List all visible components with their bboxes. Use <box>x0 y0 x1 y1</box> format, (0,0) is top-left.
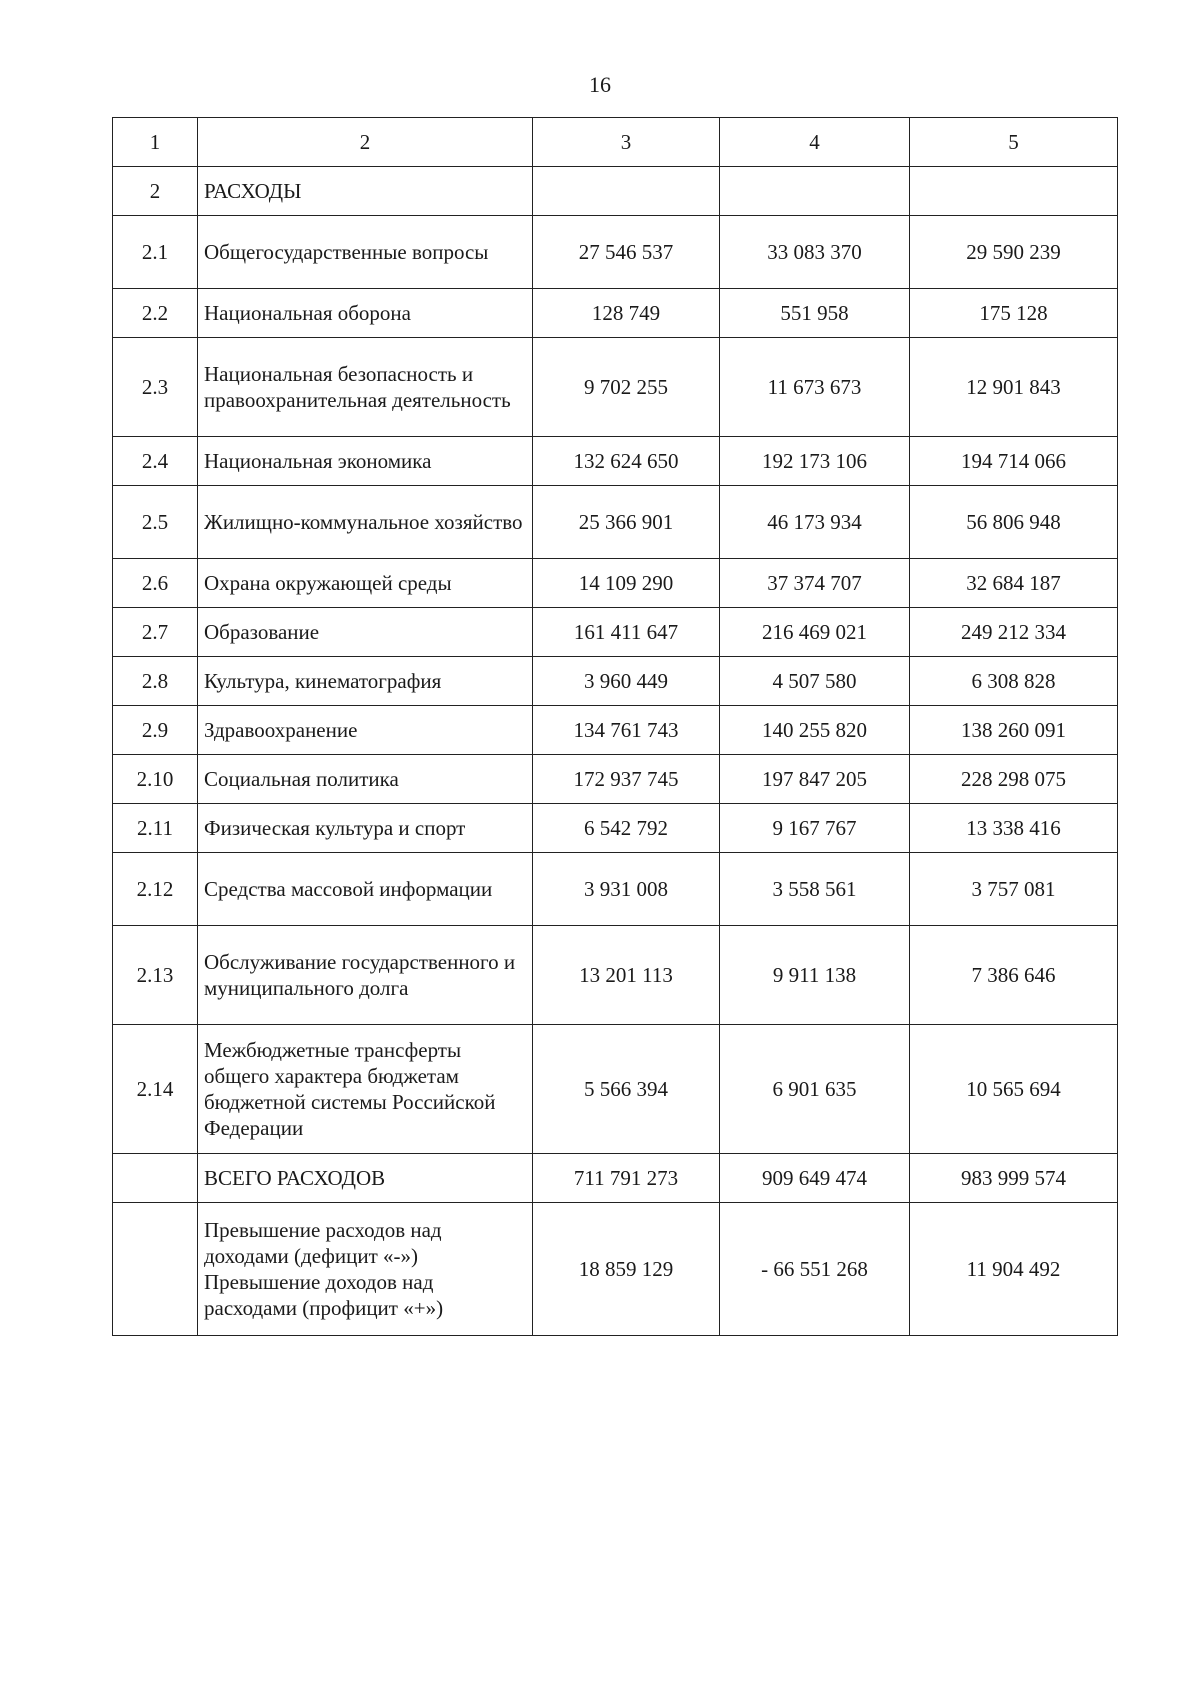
table-row <box>113 804 1118 853</box>
balance-col3: 18 859 129 <box>533 1203 720 1336</box>
row-number: 2.6 <box>113 559 198 608</box>
column-header-3: 3 <box>533 118 720 167</box>
section-number: 2 <box>113 167 198 216</box>
empty-cell <box>720 167 910 216</box>
balance-col5: 11 904 492 <box>910 1203 1118 1336</box>
value-col5: 175 128 <box>910 289 1118 338</box>
total-row <box>113 1154 1118 1203</box>
table-row <box>113 559 1118 608</box>
table-row <box>113 926 1118 1025</box>
value-col5: 249 212 334 <box>910 608 1118 657</box>
row-number: 2.4 <box>113 437 198 486</box>
row-name: Обслуживание государственного и муниципального долга <box>198 926 533 1025</box>
table-row <box>113 1025 1118 1154</box>
value-col3: 132 624 650 <box>533 437 720 486</box>
row-number: 2.3 <box>113 338 198 437</box>
row-number: 2.9 <box>113 706 198 755</box>
table-row <box>113 486 1118 559</box>
page-number: 16 <box>589 72 611 97</box>
row-name: Образование <box>198 608 533 657</box>
value-col4: 37 374 707 <box>720 559 910 608</box>
empty-cell <box>910 167 1118 216</box>
balance-label: Превышение расходов над доходами (дефицит «-») Превышение доходов над расходами (профицит «+») <box>198 1203 533 1336</box>
row-number: 2.14 <box>113 1025 198 1154</box>
value-col3: 27 546 537 <box>533 216 720 289</box>
row-number: 2.13 <box>113 926 198 1025</box>
value-col5: 13 338 416 <box>910 804 1118 853</box>
column-number-header-row <box>113 118 1118 167</box>
value-col4: 9 911 138 <box>720 926 910 1025</box>
value-col4: 6 901 635 <box>720 1025 910 1154</box>
value-col5: 12 901 843 <box>910 338 1118 437</box>
row-number: 2.1 <box>113 216 198 289</box>
table-row <box>113 706 1118 755</box>
value-col3: 3 960 449 <box>533 657 720 706</box>
value-col5: 7 386 646 <box>910 926 1118 1025</box>
empty-cell <box>113 1203 198 1336</box>
row-name: Национальная безопасность и правоохранительная деятельность <box>198 338 533 437</box>
table-row <box>113 216 1118 289</box>
value-col4: 4 507 580 <box>720 657 910 706</box>
row-name: Общегосударственные вопросы <box>198 216 533 289</box>
column-header-4: 4 <box>720 118 910 167</box>
table-row <box>113 853 1118 926</box>
table-row <box>113 338 1118 437</box>
value-col3: 6 542 792 <box>533 804 720 853</box>
value-col3: 161 411 647 <box>533 608 720 657</box>
row-number: 2.2 <box>113 289 198 338</box>
value-col5: 194 714 066 <box>910 437 1118 486</box>
table-row <box>113 608 1118 657</box>
total-label: ВСЕГО РАСХОДОВ <box>198 1154 533 1203</box>
row-name: Жилищно-коммунальное хозяйство <box>198 486 533 559</box>
value-col4: 11 673 673 <box>720 338 910 437</box>
value-col3: 9 702 255 <box>533 338 720 437</box>
value-col5: 56 806 948 <box>910 486 1118 559</box>
value-col5: 228 298 075 <box>910 755 1118 804</box>
balance-col4: - 66 551 268 <box>720 1203 910 1336</box>
row-number: 2.10 <box>113 755 198 804</box>
row-name: Охрана окружающей среды <box>198 559 533 608</box>
total-col4: 909 649 474 <box>720 1154 910 1203</box>
value-col4: 3 558 561 <box>720 853 910 926</box>
value-col3: 14 109 290 <box>533 559 720 608</box>
column-header-2: 2 <box>198 118 533 167</box>
empty-cell <box>113 1154 198 1203</box>
value-col3: 25 366 901 <box>533 486 720 559</box>
row-name: Культура, кинематография <box>198 657 533 706</box>
total-col3: 711 791 273 <box>533 1154 720 1203</box>
section-row-expenses <box>113 167 1118 216</box>
value-col3: 172 937 745 <box>533 755 720 804</box>
empty-cell <box>533 167 720 216</box>
value-col5: 10 565 694 <box>910 1025 1118 1154</box>
row-name: Межбюджетные трансферты общего характера бюджетам бюджетной системы Российской Федерации <box>198 1025 533 1154</box>
value-col3: 13 201 113 <box>533 926 720 1025</box>
value-col5: 138 260 091 <box>910 706 1118 755</box>
column-header-1: 1 <box>113 118 198 167</box>
row-name: Национальная экономика <box>198 437 533 486</box>
value-col4: 192 173 106 <box>720 437 910 486</box>
row-number: 2.11 <box>113 804 198 853</box>
value-col4: 197 847 205 <box>720 755 910 804</box>
table-row <box>113 289 1118 338</box>
row-number: 2.12 <box>113 853 198 926</box>
column-header-5: 5 <box>910 118 1118 167</box>
value-col4: 9 167 767 <box>720 804 910 853</box>
value-col3: 134 761 743 <box>533 706 720 755</box>
value-col4: 140 255 820 <box>720 706 910 755</box>
row-number: 2.7 <box>113 608 198 657</box>
value-col5: 32 684 187 <box>910 559 1118 608</box>
expenditure-table <box>112 117 1118 1336</box>
row-name: Физическая культура и спорт <box>198 804 533 853</box>
value-col4: 46 173 934 <box>720 486 910 559</box>
value-col3: 128 749 <box>533 289 720 338</box>
row-number: 2.5 <box>113 486 198 559</box>
row-name: Здравоохранение <box>198 706 533 755</box>
row-name: Средства массовой информации <box>198 853 533 926</box>
value-col5: 29 590 239 <box>910 216 1118 289</box>
value-col4: 33 083 370 <box>720 216 910 289</box>
table-row <box>113 437 1118 486</box>
table-row <box>113 755 1118 804</box>
table-row <box>113 657 1118 706</box>
row-number: 2.8 <box>113 657 198 706</box>
balance-row <box>113 1203 1118 1336</box>
value-col3: 3 931 008 <box>533 853 720 926</box>
section-title: РАСХОДЫ <box>198 167 533 216</box>
value-col4: 551 958 <box>720 289 910 338</box>
row-name: Социальная политика <box>198 755 533 804</box>
row-name: Национальная оборона <box>198 289 533 338</box>
total-col5: 983 999 574 <box>910 1154 1118 1203</box>
value-col5: 3 757 081 <box>910 853 1118 926</box>
value-col3: 5 566 394 <box>533 1025 720 1154</box>
value-col5: 6 308 828 <box>910 657 1118 706</box>
value-col4: 216 469 021 <box>720 608 910 657</box>
